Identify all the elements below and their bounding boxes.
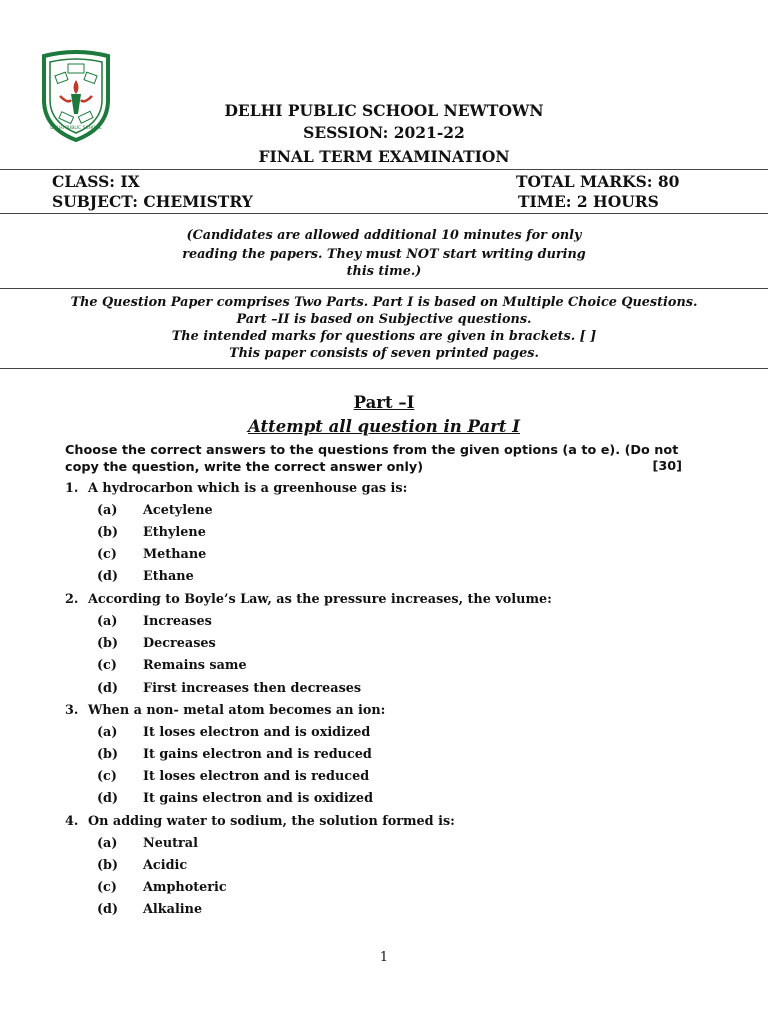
option-text: Remains same bbox=[143, 658, 247, 673]
option-label: (d) bbox=[97, 569, 119, 584]
option bbox=[97, 636, 216, 651]
option-label: (a) bbox=[97, 836, 118, 851]
reading-note-line: (Candidates are allowed additional 10 minutes for only bbox=[186, 228, 582, 243]
option-label: (b) bbox=[97, 636, 119, 651]
option-label: (c) bbox=[97, 769, 117, 784]
option bbox=[97, 547, 206, 562]
option-text: It gains electron and is reduced bbox=[143, 747, 372, 762]
question-number: 4. bbox=[65, 814, 79, 829]
subject-label: SUBJECT: CHEMISTRY bbox=[52, 192, 253, 211]
session: SESSION: 2021-22 bbox=[303, 123, 465, 142]
option-label: (b) bbox=[97, 858, 119, 873]
option bbox=[97, 791, 373, 806]
divider bbox=[0, 288, 768, 289]
option bbox=[97, 836, 198, 851]
option-text: It loses electron and is reduced bbox=[143, 769, 370, 784]
option bbox=[97, 725, 370, 740]
option-text: First increases then decreases bbox=[143, 681, 362, 696]
option-text: Acidic bbox=[143, 858, 188, 873]
option-text: Acetylene bbox=[143, 503, 213, 518]
exam-title: FINAL TERM EXAMINATION bbox=[258, 147, 510, 166]
option bbox=[97, 503, 213, 518]
reading-note-line: this time.) bbox=[346, 264, 422, 279]
option bbox=[97, 681, 361, 696]
page-number: 1 bbox=[379, 950, 389, 965]
option-text: Ethane bbox=[143, 569, 194, 584]
option-label: (a) bbox=[97, 614, 118, 629]
question-number: 1. bbox=[65, 481, 79, 496]
option-label: (b) bbox=[97, 747, 119, 762]
instruction-line: Part –II is based on Subjective questions. bbox=[236, 312, 532, 327]
part-marks: [30] bbox=[652, 459, 682, 474]
option-label: (d) bbox=[97, 791, 119, 806]
instruction-line: The intended marks for questions are given in brackets. [ ] bbox=[171, 329, 597, 344]
part-instruction: Choose the correct answers to the questions from the given options (a to e). (Do not copy the question, write the correct answer only) bbox=[65, 443, 679, 475]
option-text: Methane bbox=[143, 547, 207, 562]
question bbox=[65, 703, 385, 718]
part-title: Part –I bbox=[353, 393, 415, 412]
instruction-line: The Question Paper comprises Two Parts. Part I is based on Multiple Choice Questions. bbox=[70, 295, 698, 310]
option bbox=[97, 614, 212, 629]
option-label: (c) bbox=[97, 880, 117, 895]
divider bbox=[0, 368, 768, 369]
class-label: CLASS: IX bbox=[52, 172, 140, 191]
option-text: It loses electron and is oxidized bbox=[143, 725, 371, 740]
svg-text:DELHI PUBLIC SCHOOL: DELHI PUBLIC SCHOOL bbox=[50, 126, 102, 131]
option-label: (d) bbox=[97, 902, 119, 917]
option-text: Increases bbox=[143, 614, 212, 629]
time-label: TIME: 2 HOURS bbox=[518, 192, 659, 211]
option-label: (c) bbox=[97, 658, 117, 673]
option-label: (c) bbox=[97, 547, 117, 562]
instruction-line: This paper consists of seven printed pages. bbox=[229, 346, 539, 361]
question-number: 2. bbox=[65, 592, 79, 607]
option bbox=[97, 880, 227, 895]
option bbox=[97, 858, 187, 873]
option-text: Alkaline bbox=[143, 902, 203, 917]
question-text: When a non- metal atom becomes an ion: bbox=[88, 703, 386, 718]
option bbox=[97, 569, 194, 584]
question-number: 3. bbox=[65, 703, 79, 718]
option-text: Decreases bbox=[143, 636, 216, 651]
divider bbox=[0, 213, 768, 214]
option-text: Neutral bbox=[143, 836, 198, 851]
question bbox=[65, 592, 552, 607]
option-label: (b) bbox=[97, 525, 119, 540]
option bbox=[97, 769, 369, 784]
option-label: (a) bbox=[97, 503, 118, 518]
question-text: A hydrocarbon which is a greenhouse gas is: bbox=[88, 481, 408, 496]
option-text: Ethylene bbox=[143, 525, 206, 540]
divider bbox=[0, 169, 768, 170]
question-text: On adding water to sodium, the solution formed is: bbox=[88, 814, 455, 829]
question bbox=[65, 814, 455, 829]
option bbox=[97, 658, 247, 673]
question-text: According to Boyle’s Law, as the pressure increases, the volume: bbox=[88, 592, 552, 607]
total-marks: TOTAL MARKS: 80 bbox=[516, 172, 680, 191]
school-name: DELHI PUBLIC SCHOOL NEWTOWN bbox=[224, 101, 544, 120]
option-text: Amphoteric bbox=[143, 880, 227, 895]
option-text: It gains electron and is oxidized bbox=[143, 791, 374, 806]
option bbox=[97, 525, 206, 540]
part-subtitle: Attempt all question in Part I bbox=[248, 417, 520, 436]
question bbox=[65, 481, 407, 496]
reading-note-line: reading the papers. They must NOT start writing during bbox=[182, 247, 586, 262]
option bbox=[97, 747, 372, 762]
option-label: (d) bbox=[97, 681, 119, 696]
option bbox=[97, 902, 202, 917]
option-label: (a) bbox=[97, 725, 118, 740]
